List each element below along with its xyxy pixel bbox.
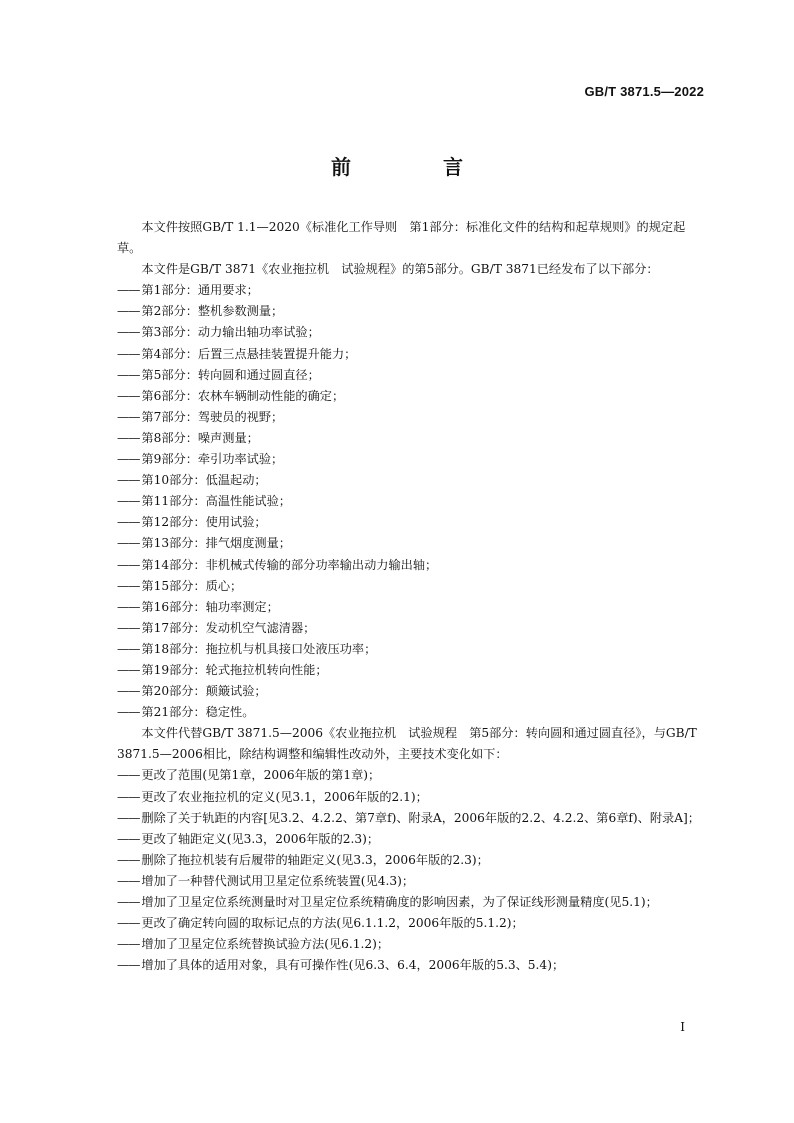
change-list-item-text: 增加了卫星定位系统替换试验方法(见6.1.2)； [141,937,390,952]
part-list-item-text: 第13部分：排气烟度测量； [141,536,291,551]
change-list-item-text: 更改了确定转向圆的取标记点的方法(见6.1.1.2，2006年版的5.1.2)； [141,916,524,931]
part-list-item-text: 第3部分：动力输出轴功率试验； [141,325,320,340]
part-list-item [117,280,705,301]
paragraph-drafting-basis: 本文件按照GB/T 1.1—2020《标准化工作导则 第1部分：标准化文件的结构和起草规则》的规定起草。 [117,220,686,256]
change-list-item [117,829,705,850]
part-list-item-text: 第1部分：通用要求； [141,283,259,298]
em-dash-marker: —— [117,494,140,509]
part-list-item [117,386,705,407]
changes-list [117,765,705,976]
part-list-item-text: 第20部分：颠簸试验； [141,684,267,699]
change-list-item-text: 增加了一种替代测试用卫星定位系统装置(见4.3)； [141,873,415,888]
change-list-item [117,934,705,955]
part-list-item-text: 第11部分：高温性能试验； [141,494,291,509]
page-title: 前 言 [331,155,499,179]
part-list-item-text: 第7部分：驾驶员的视野； [141,409,284,424]
change-list-item [117,913,705,934]
part-list-item [117,470,705,491]
standard-code: GB/T 3871.5—2022 [584,84,704,99]
change-list-item [117,765,705,786]
change-list-item [117,955,705,976]
change-list-item-text: 增加了卫星定位系统测量时对卫星定位系统精确度的影响因素，为了保证线形测量精度(见5.1)； [141,895,658,909]
change-list-item [117,850,705,871]
em-dash-marker: —— [117,325,140,340]
part-list-item-text: 第4部分：后置三点悬挂装置提升能力； [141,346,357,361]
em-dash-marker: —— [117,810,140,825]
part-list-item-text: 第19部分：轮式拖拉机转向性能； [141,662,328,677]
em-dash-marker: —— [117,958,140,973]
part-list-item-text: 第10部分：低温起动； [141,473,267,488]
part-list-item-text: 第2部分：整机参数测量； [141,304,284,319]
em-dash-marker: —— [117,536,140,551]
em-dash-marker: —— [117,388,140,403]
em-dash-marker: —— [117,684,140,699]
part-list-item [117,491,705,512]
part-list-item [117,449,705,470]
part-list-item-text: 第17部分：发动机空气滤清器； [141,620,316,635]
part-list-item-text: 第6部分：农林车辆制动性能的确定； [141,388,345,403]
change-list-item [117,787,705,808]
part-list-item [117,597,705,618]
part-list-item-text: 第8部分：噪声测量； [141,430,259,445]
em-dash-marker: —— [117,578,140,593]
part-list-item [117,301,705,322]
part-list-item [117,618,705,639]
change-list-item-text: 删除了关于轨距的内容[见3.2、4.2.2、第7章f)、附录A，2006年版的2.2、4.2.2、第6章f)、附录A]； [141,810,700,825]
change-list-item-text: 更改了轴距定义(见3.3，2006年版的2.3)； [141,831,380,846]
change-list-item-text: 增加了具体的适用对象，具有可操作性(见6.3、6.4，2006年版的5.3、5.4)； [141,958,565,973]
em-dash-marker: —— [117,662,140,677]
em-dash-marker: —— [117,515,140,530]
part-list-item [117,407,705,428]
em-dash-marker: —— [117,557,140,572]
em-dash-marker: —— [117,641,140,656]
part-list-item-text: 第16部分：轴功率测定； [141,599,279,614]
part-list-item-text: 第12部分：使用试验； [141,515,267,530]
em-dash-marker: —— [117,895,140,909]
change-list-item-text: 更改了农业拖拉机的定义(见3.1，2006年版的2.1)； [141,789,428,804]
em-dash-marker: —— [117,831,140,846]
em-dash-marker: —— [117,852,140,867]
em-dash-marker: —— [117,409,140,424]
part-list-item-text: 第15部分：质心； [141,578,243,593]
part-list-item [117,639,705,660]
em-dash-marker: —— [117,346,140,361]
change-list-item-text: 删除了拖拉机装有后履带的轴距定义(见3.3，2006年版的2.3)； [141,852,489,867]
part-list-item [117,322,705,343]
change-list-item [117,892,705,913]
em-dash-marker: —— [117,430,140,445]
change-list-item [117,871,705,892]
em-dash-marker: —— [117,367,140,382]
part-list-item-text: 第5部分：转向圆和通过圆直径； [141,367,320,382]
part-list-item [117,702,705,723]
part-list-item [117,660,705,681]
part-list-item-text: 第9部分：牵引功率试验； [141,452,284,467]
em-dash-marker: —— [117,705,140,720]
em-dash-marker: —— [117,916,140,931]
part-list-item [117,344,705,365]
em-dash-marker: —— [117,599,140,614]
em-dash-marker: —— [117,452,140,467]
em-dash-marker: —— [117,304,140,319]
em-dash-marker: —— [117,768,140,783]
part-list-item [117,533,705,554]
part-list-item [117,681,705,702]
part-list-item [117,365,705,386]
em-dash-marker: —— [117,283,140,298]
part-list-item-text: 第14部分：非机械式传输的部分功率输出动力输出轴； [141,557,438,572]
em-dash-marker: —— [117,873,140,888]
page-number: I [680,1020,685,1034]
part-list-item [117,555,705,576]
part-list-item-text: 第18部分：拖拉机与机具接口处液压功率； [141,641,377,656]
em-dash-marker: —— [117,937,140,952]
part-list-item [117,512,705,533]
em-dash-marker: —— [117,789,140,804]
paragraph-replacement: 本文件代替GB/T 3871.5—2006《农业拖拉机 试验规程 第5部分：转向圆和通过圆直径》，与GB/T 3871.5—2006相比，除结构调整和编辑性改动外，主要技术变化如下： [117,726,697,762]
parts-list [117,280,705,723]
part-list-item [117,576,705,597]
part-list-item [117,428,705,449]
document-body [117,217,705,976]
change-list-item [117,808,705,829]
part-list-item-text: 第21部分：稳定性。 [141,705,255,720]
em-dash-marker: —— [117,620,140,635]
change-list-item-text: 更改了范围(见第1章，2006年版的第1章)； [141,768,381,783]
em-dash-marker: —— [117,473,140,488]
paragraph-series-intro: 本文件是GB/T 3871《农业拖拉机 试验规程》的第5部分。GB/T 3871已经发布了以下部分： [141,262,659,277]
